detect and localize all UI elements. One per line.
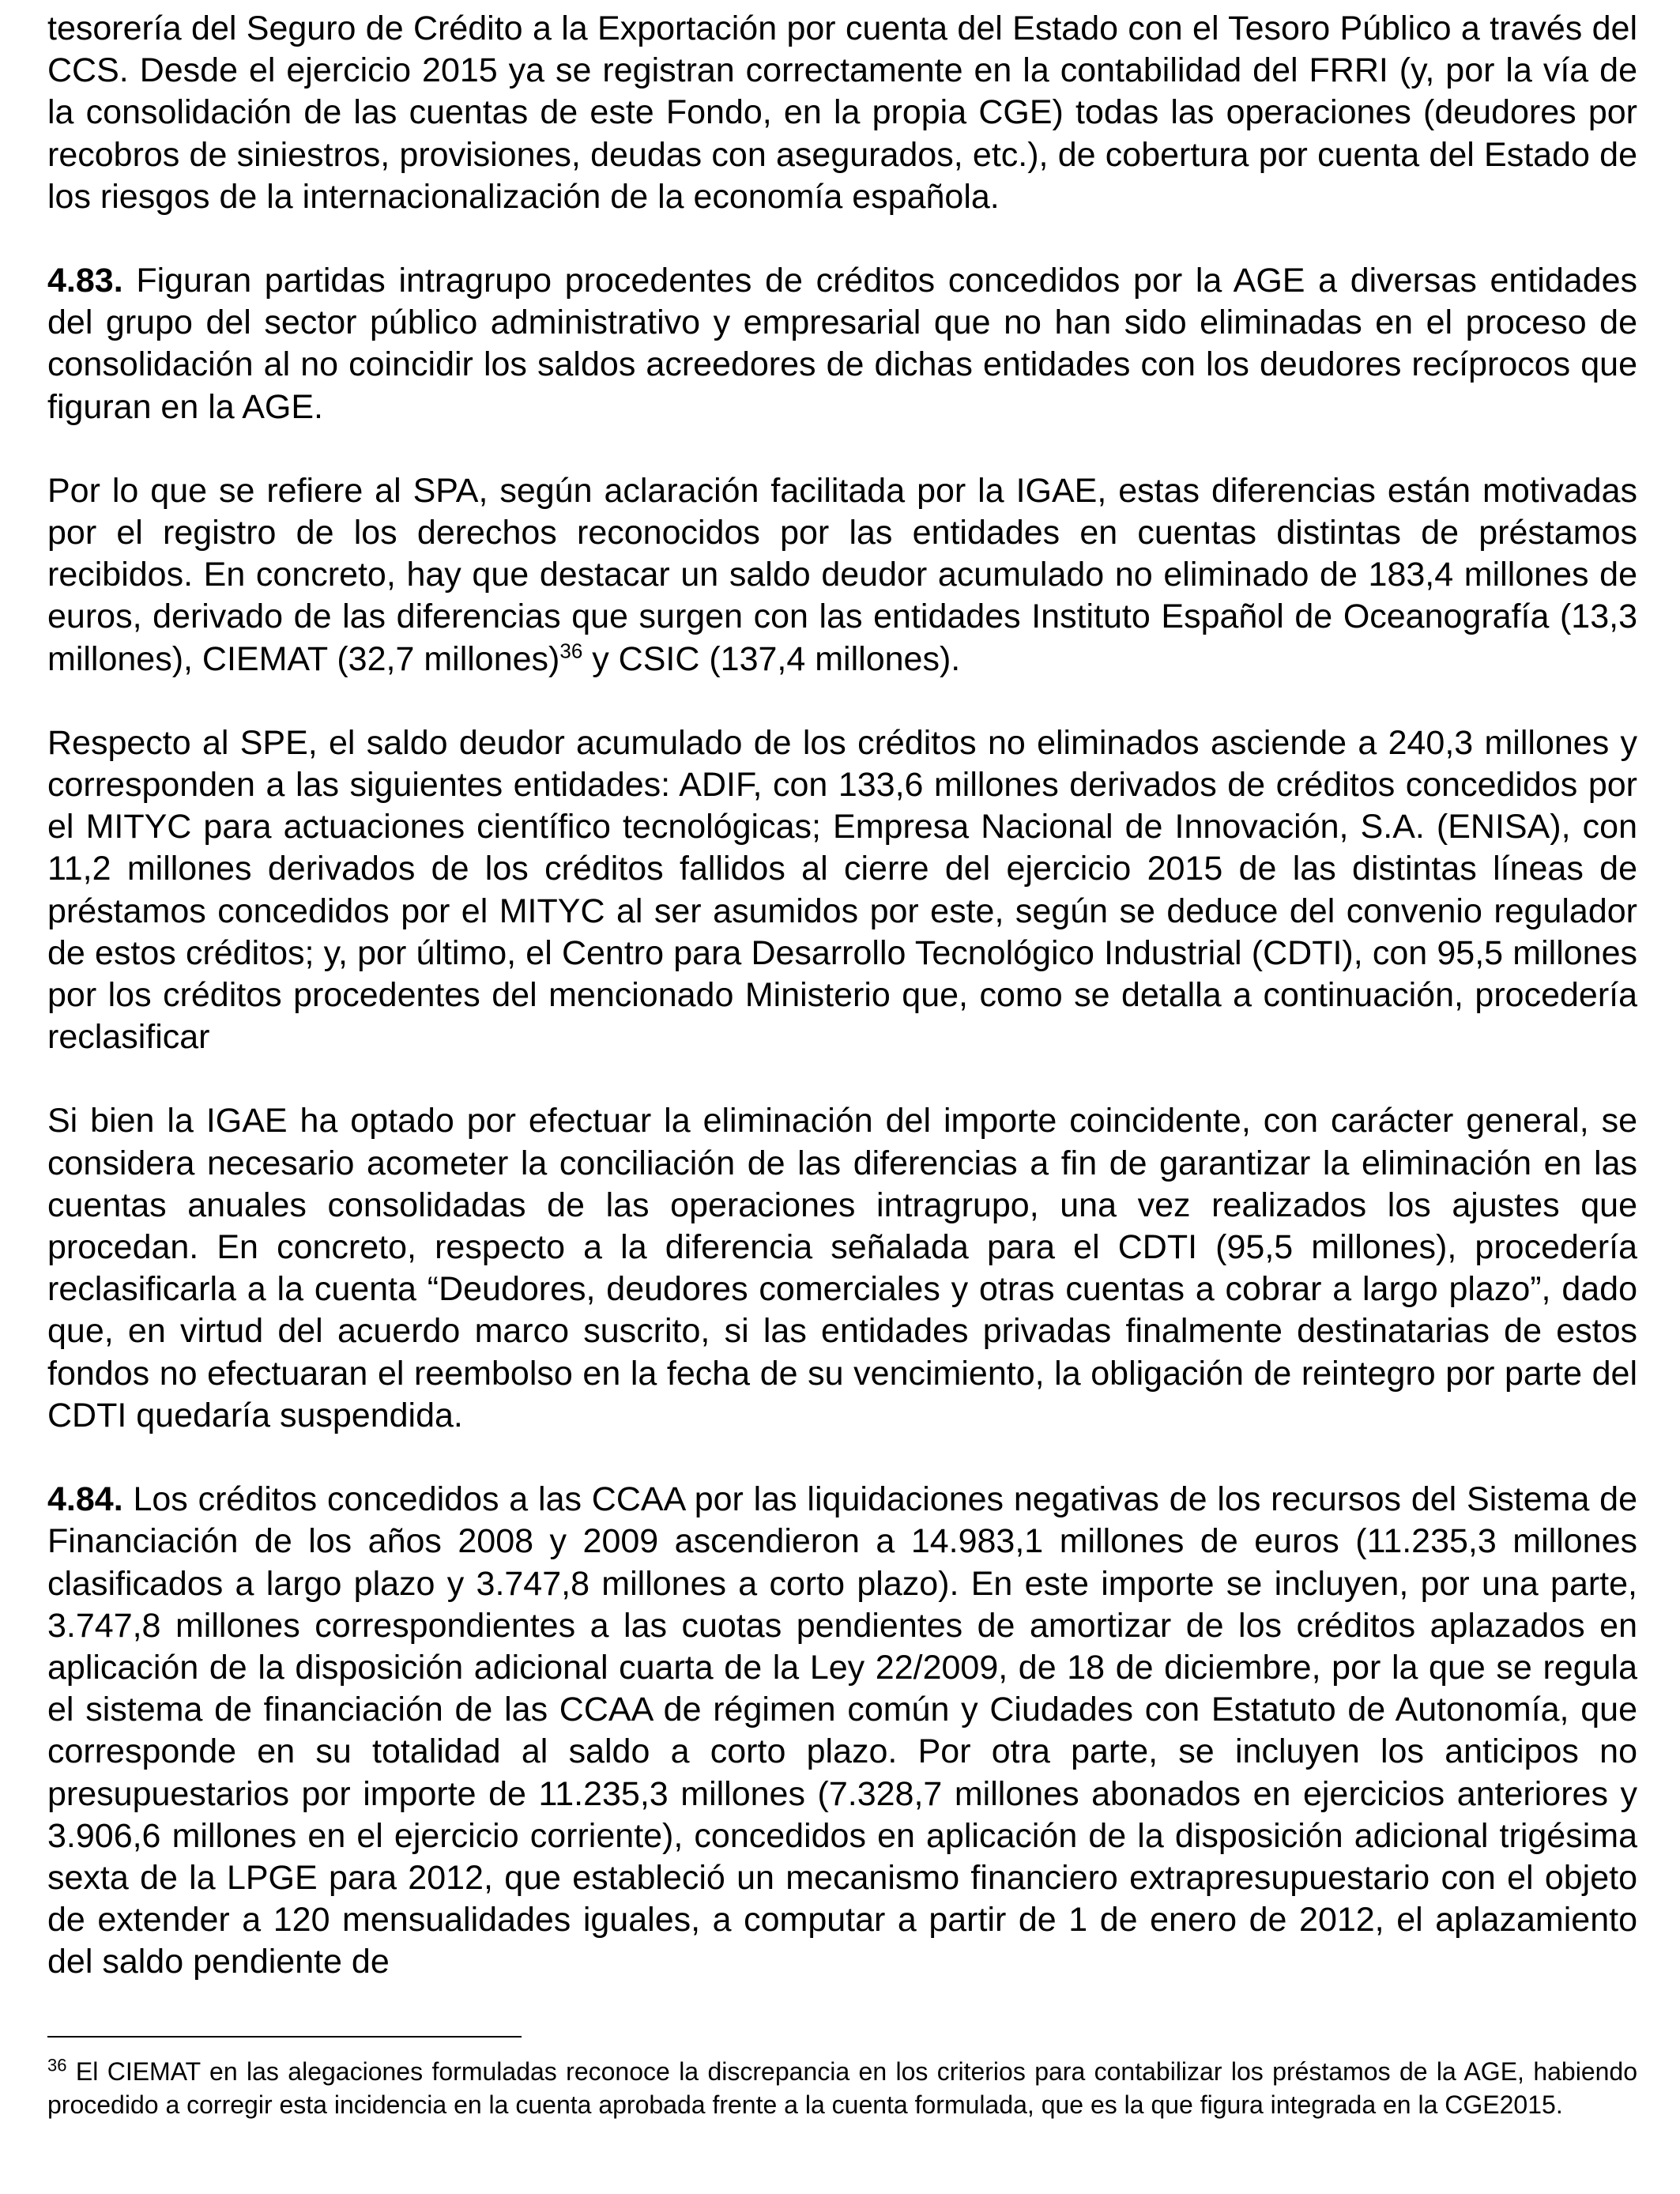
paragraph-gap xyxy=(47,218,1637,260)
footnote-text: El CIEMAT en las alegaciones formuladas reconoce la discrepancia en los criterios para contabilizar los préstamos de la AGE, habiendo procedido a corregir esta incidencia en la cuenta aprobada frente a la cuenta formulada, que es la que figura integrada en la CGE2015. xyxy=(47,2057,1637,2119)
footnote-reference[interactable]: 36 xyxy=(559,639,583,663)
paragraph-4-83 xyxy=(47,260,1637,428)
paragraph-gap xyxy=(47,428,1637,470)
paragraph-spa xyxy=(47,470,1637,680)
footnote-divider xyxy=(47,2036,522,2038)
paragraph-spe: Respecto al SPE, el saldo deudor acumulado de los créditos no eliminados asciende a 240,3 millones y corresponden a las siguientes entidades: ADIF, con 133,6 millones derivados de créditos concedidos por el MITYC para actuaciones científico tecnológicas; Empresa Nacional de Innovación, S.A. (ENISA), con 11,2 millones derivados de los créditos fallidos al cierre del ejercicio 2015 de las distintas líneas de préstamos concedidos por el MITYC al ser asumidos por este, según se deduce del convenio regulador de estos créditos; y, por último, el Centro para Desarrollo Tecnológico Industrial (CDTI), con 95,5 millones por los créditos procedentes del mencionado Ministerio que, como se detalla a continuación, procedería reclasificar xyxy=(47,723,1637,1057)
footnote-number: 36 xyxy=(47,2055,67,2075)
paragraph-text: Figuran partidas intragrupo procedentes de créditos concedidos por la AGE a diversas entidades del grupo del sector público administrativo y empresarial que no han sido eliminadas en el proceso de consolidación al no coincidir los saldos acreedores de dichas entidades con los deudores recíprocos que figuran en la AGE. xyxy=(47,262,1637,426)
paragraph-text: Los créditos concedidos a las CCAA por las liquidaciones negativas de los recursos del Sistema de Financiación de los años 2008 y 2009 ascendieron a 14.983,1 millones de euros (11.235,3 millones clasificados a largo plazo y 3.747,8 millones a corto plazo). En este importe se incluyen, por una parte, 3.747,8 millones correspondientes a las cuotas pendientes de amortizar de los créditos aplazados en aplicación de la disposición adicional cuarta de la Ley 22/2009, de 18 de diciembre, por la que se regula el sistema de financiación de las CCAA de régimen común y Ciudades con Estatuto de Autonomía, que corresponde en su totalidad al saldo a corto plazo. Por otra parte, se incluyen los anticipos no presupuestarios por importe de 11.235,3 millones (7.328,7 millones abonados en ejercicios anteriores y 3.906,6 millones en el ejercicio corriente), concedidos en aplicación de la disposición adicional trigésima sexta de la LPGE para 2012, que estableció un mecanismo financiero extrapresupuestario con el objeto de extender a 120 mensualidades iguales, a computar a partir de 1 de enero de 2012, el aplazamiento del saldo pendiente de xyxy=(47,1480,1637,1981)
footnote xyxy=(47,2055,1637,2121)
paragraph-4-84 xyxy=(47,1479,1637,1983)
paragraph-text: y CSIC (137,4 millones). xyxy=(582,639,961,678)
paragraph-igae: Si bien la IGAE ha optado por efectuar la eliminación del importe coincidente, con carácter general, se considera necesario acometer la conciliación de las diferencias a fin de garantizar la eliminación en las cuentas anuales consolidadas de las operaciones intragrupo, una vez realizados los ajustes que procedan. En concreto, respecto a la diferencia señalada para el CDTI (95,5 millones), procedería reclasificarla a la cuenta “Deudores, deudores comerciales y otras cuentas a cobrar a largo plazo”, dado que, en virtud del acuerdo marco suscrito, si las entidades privadas finalmente destinatarias de estos fondos no efectuaran el reembolso en la fecha de su vencimiento, la obligación de reintegro por parte del CDTI quedaría suspendida. xyxy=(47,1102,1637,1434)
document-body xyxy=(47,8,1637,1984)
paragraph-intro: tesorería del Seguro de Crédito a la Exportación por cuenta del Estado con el Tesoro Público a través del CCS. Desde el ejercicio 2015 ya se registran correctamente en la contabilidad del FRRI (y, por la vía de la consolidación de las cuentas de este Fondo, en la propia CGE) todas las operaciones (deudores por recobros de siniestros, provisiones, deudas con asegurados, etc.), de cobertura por cuenta del Estado de los riesgos de la internacionalización de la economía española. xyxy=(47,9,1637,216)
paragraph-gap xyxy=(47,1058,1637,1100)
paragraph-number: 4.83. xyxy=(47,262,123,300)
paragraph-number: 4.84. xyxy=(47,1480,123,1519)
paragraph-gap xyxy=(47,680,1637,722)
paragraph-gap xyxy=(47,1437,1637,1479)
paragraph-text: Por lo que se refiere al SPA, según aclaración facilitada por la IGAE, estas diferencias están motivadas por el registro de los derechos reconocidos por las entidades en cuentas distintas de préstamos recibidos. En concreto, hay que destacar un saldo deudor acumulado no eliminado de 183,4 millones de euros, derivado de las diferencias que surgen con las entidades Instituto Español de Oceanografía (13,3 millones), CIEMAT (32,7 millones) xyxy=(47,471,1637,678)
